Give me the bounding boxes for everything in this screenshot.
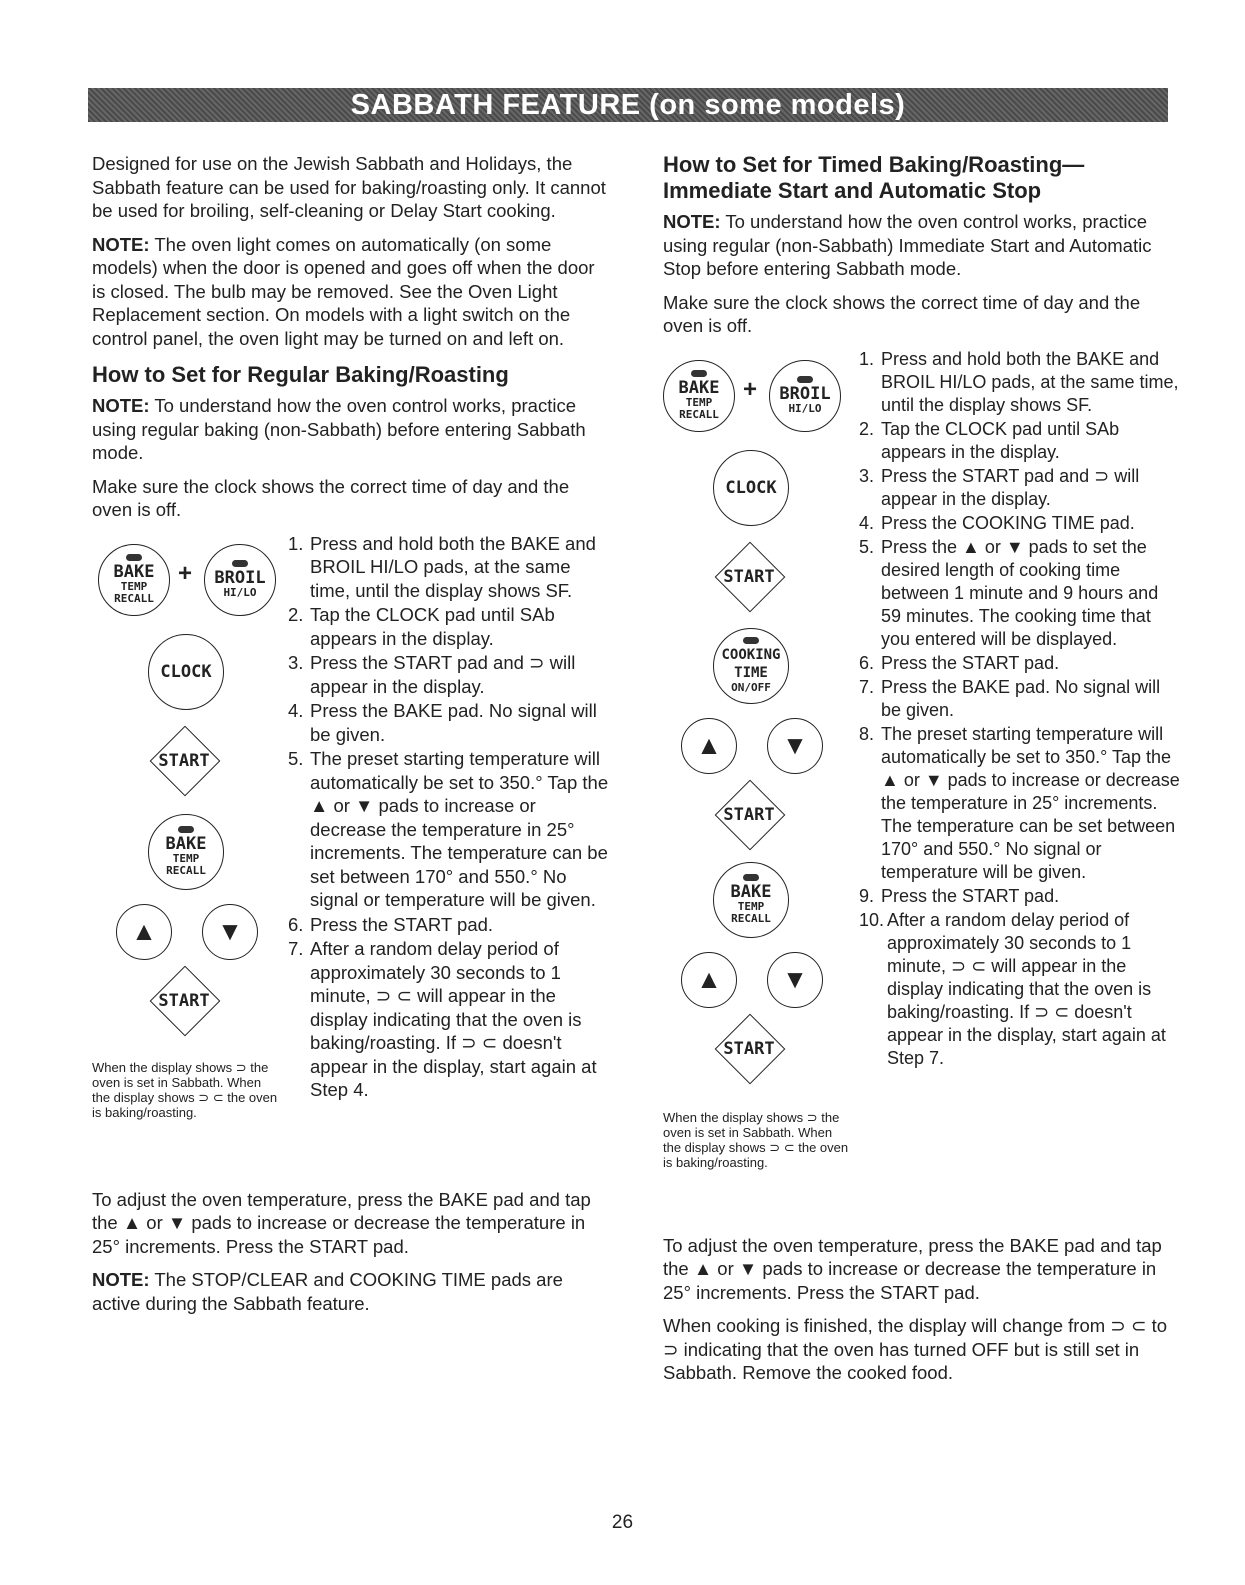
plus-sign: + bbox=[743, 375, 758, 403]
list-item: 2. Tap the CLOCK pad until SAb appears in the display. bbox=[859, 418, 1120, 462]
left-column bbox=[92, 152, 612, 1325]
timed-steps-block bbox=[663, 348, 1183, 1228]
up-arrow-pad-icon: ▲ bbox=[116, 904, 172, 960]
timed-baking-heading: How to Set for Timed Baking/Roasting— Immediate Start and Automatic Stop bbox=[663, 152, 1085, 203]
cooking-time-pad-icon: COOKING TIME ON/OFF bbox=[713, 628, 789, 704]
timed-adjust-paragraph: To adjust the oven temperature, press the BAKE pad and tap the ▲ or ▼ pads to increase or decrease the temperature in 25° increments. Press the START pad. bbox=[663, 1234, 1162, 1303]
bake-pad-icon-2: BAKE TEMP RECALL bbox=[713, 862, 789, 938]
timed-note: NOTE: To understand how the oven control works, practice using regular (non-Sabbath) Immediate Start and Automatic Stop before entering Sabbath mode. bbox=[663, 211, 1152, 279]
clock-pad-icon: CLOCK bbox=[148, 634, 224, 710]
regular-steps-block bbox=[92, 532, 612, 1182]
bake-pad-icon: BAKE TEMP RECALL bbox=[663, 360, 735, 432]
list-item: 10. After a random delay period of approximately 30 seconds to 1 minute, ⊃ ⊂ will appear in the display indicating that the oven is baking/roasting. If ⊃ ⊂ doesn't appear in the display, start again at Step 7. bbox=[859, 909, 1166, 1068]
list-item: 6. Press the START pad. bbox=[859, 652, 1060, 673]
list-item: 7. Press the BAKE pad. No signal will be given. bbox=[859, 676, 1161, 720]
list-item: 2. Tap the CLOCK pad until SAb appears in the display. bbox=[288, 604, 555, 649]
regular-display-caption: When the display shows ⊃ the oven is set in Sabbath. When the display shows ⊃ ⊂ the oven is baking/roasting. bbox=[92, 1059, 278, 1120]
regular-baking-heading: How to Set for Regular Baking/Roasting bbox=[92, 362, 509, 387]
list-item: 6. Press the START pad. bbox=[288, 913, 494, 935]
list-item: 5. The preset starting temperature will automatically be set to 350.° Tap the ▲ or ▼ pads to increase or decrease the temperature in 25° increments. The temperature can be set between 170° and 550.° No signal or temperature will be given. bbox=[288, 748, 609, 910]
clock-pad-icon: CLOCK bbox=[713, 450, 789, 526]
list-item: 4. Press the BAKE pad. No signal will be given. bbox=[288, 700, 597, 745]
list-item: 1. Press and hold both the BAKE and BROIL HI/LO pads, at the same time, until the display shows SF. bbox=[859, 348, 1179, 415]
regular-pad-diagram bbox=[92, 532, 288, 1182]
regular-clock-note: Make sure the clock shows the correct time of day and the oven is off. bbox=[92, 475, 570, 520]
list-item: 1. Press and hold both the BAKE and BROIL HI/LO pads, at the same time, until the display shows SF. bbox=[288, 532, 596, 601]
down-arrow-pad-icon-2: ▼ bbox=[767, 952, 823, 1008]
down-arrow-pad-icon: ▼ bbox=[767, 718, 823, 774]
list-item: 8. The preset starting temperature will automatically be set to 350.° Tap the ▲ or ▼ pads to increase or decrease the temperature in 25° increments. The temperature can be set between 170° and 550.° No signal or temperature will be given. bbox=[859, 723, 1180, 882]
list-item: 3. Press the START pad and ⊃ will appear in the display. bbox=[859, 465, 1140, 509]
regular-steps-list bbox=[288, 532, 612, 1182]
regular-adjust-paragraph: To adjust the oven temperature, press the BAKE pad and tap the ▲ or ▼ pads to increase or decrease the temperature in 25° increments. Press the START pad. bbox=[92, 1188, 591, 1257]
start-pad-icon: START bbox=[152, 728, 216, 792]
light-note: NOTE: The oven light comes on automatically (on some models) when the door is opened and goes off when the door is closed. The bulb may be removed. See the Oven Light Replacement section. On models with a light switch on the control panel, the oven light may be turned on and left on. bbox=[92, 233, 595, 349]
section-banner bbox=[88, 88, 1168, 122]
list-item: 3. Press the START pad and ⊃ will appear in the display. bbox=[288, 652, 576, 697]
finished-paragraph: When cooking is finished, the display will change from ⊃ ⊂ to ⊃ indicating that the oven has turned OFF but is still set in Sabbath. Remove the cooked food. bbox=[663, 1315, 1168, 1383]
start-pad-icon-2: START bbox=[717, 782, 781, 846]
timed-display-caption: When the display shows ⊃ the oven is set in Sabbath. When the display shows ⊃ ⊂ the oven is baking/roasting. bbox=[663, 1109, 849, 1170]
list-item: 5. Press the ▲ or ▼ pads to set the desired length of cooking time between 1 minute and 9 hours and 59 minutes. The cooking time that you entered will be displayed. bbox=[859, 536, 1159, 649]
intro-paragraph: Designed for use on the Jewish Sabbath and Holidays, the Sabbath feature can be used for baking/roasting only. It cannot be used for broiling, self-cleaning or Delay Start cooking. bbox=[92, 153, 606, 221]
start-pad-icon: START bbox=[717, 544, 781, 608]
down-arrow-pad-icon: ▼ bbox=[202, 904, 258, 960]
list-item: 9. Press the START pad. bbox=[859, 885, 1060, 906]
broil-pad-icon: BROIL HI/LO bbox=[204, 544, 276, 616]
bake-pad-icon-2: BAKE TEMP RECALL bbox=[148, 814, 224, 890]
up-arrow-pad-icon: ▲ bbox=[681, 718, 737, 774]
page-number: 26 bbox=[611, 1512, 634, 1533]
regular-note: NOTE: To understand how the oven control works, practice using regular baking (non-Sabbath) before entering Sabbath mode. bbox=[92, 395, 586, 463]
banner-title: SABBATH FEATURE (on some models) bbox=[350, 88, 906, 121]
timed-steps-list bbox=[859, 348, 1183, 1228]
list-item: 7. After a random delay period of approximately 30 seconds to 1 minute, ⊃ ⊂ will appear in the display indicating that the oven is baking/roasting. If ⊃ ⊂ doesn't appear in the display, start again at Step 4. bbox=[288, 938, 597, 1100]
timed-pad-diagram bbox=[663, 348, 859, 1228]
plus-sign: + bbox=[178, 559, 193, 587]
broil-pad-icon: BROIL HI/LO bbox=[769, 360, 841, 432]
timed-clock-note: Make sure the clock shows the correct time of day and the oven is off. bbox=[663, 291, 1141, 336]
list-item: 4. Press the COOKING TIME pad. bbox=[859, 512, 1135, 533]
bake-pad-icon: BAKE TEMP RECALL bbox=[98, 544, 170, 616]
right-column bbox=[663, 152, 1183, 1395]
start-pad-icon-3: START bbox=[717, 1016, 781, 1080]
active-pads-note: NOTE: The STOP/CLEAR and COOKING TIME pads are active during the Sabbath feature. bbox=[92, 1269, 563, 1314]
start-pad-icon-2: START bbox=[152, 968, 216, 1032]
up-arrow-pad-icon-2: ▲ bbox=[681, 952, 737, 1008]
